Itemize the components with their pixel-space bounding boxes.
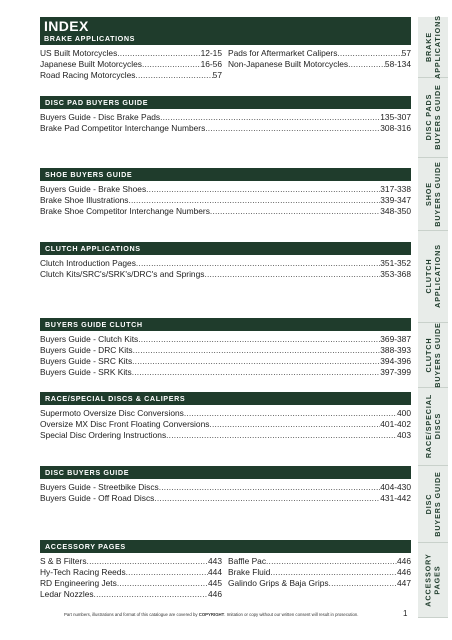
dot-leader — [348, 59, 385, 70]
entry-title: Special Disc Ordering Instructions — [40, 430, 167, 441]
entry-pages: 394-396 — [380, 356, 411, 367]
accessory-section — [40, 540, 411, 600]
entry-pages: 351-352 — [380, 258, 411, 268]
index-block — [40, 17, 411, 81]
section-tab-label — [424, 394, 442, 458]
section-tab-label — [424, 15, 442, 79]
entry-pages: 16-56 — [200, 59, 222, 70]
index-section — [40, 242, 411, 280]
entry-title: Oversize MX Disc Front Floating Conversions — [40, 419, 210, 430]
section-tab[interactable] — [418, 157, 448, 231]
tab-label-line: CLUTCH — [424, 258, 433, 294]
brake-applications-right-column — [228, 48, 411, 81]
entry-pages: 12-15 — [200, 48, 222, 58]
index-entry[interactable] — [40, 419, 411, 430]
entry-title: Buyers Guide - SRK Kits — [40, 367, 132, 378]
entry-title: Baffle Pac — [228, 556, 267, 566]
section-tab[interactable] — [418, 17, 448, 78]
section-entries — [40, 255, 411, 280]
section-heading: BUYERS GUIDE CLUTCH — [40, 318, 411, 331]
dot-leader — [117, 578, 208, 589]
brake-applications-entries — [40, 45, 411, 81]
index-entry[interactable] — [40, 123, 411, 134]
index-header-bar — [40, 17, 411, 45]
dot-leader — [94, 589, 208, 600]
tab-label-line: RACE/SPECIAL — [424, 393, 434, 459]
tab-label-line: BUYERS GUIDE — [433, 84, 443, 150]
entry-pages: 57 — [212, 70, 222, 81]
section-tab[interactable] — [418, 322, 448, 388]
entry-title: Buyers Guide - DRC Kits — [40, 345, 133, 356]
tab-label-line: ACCESSORY — [424, 552, 433, 607]
index-entry[interactable] — [228, 567, 411, 578]
footer-text-before: Part numbers, illustrations and format of this catalogue are covered by — [64, 612, 199, 617]
index-entry[interactable] — [228, 59, 411, 70]
dot-leader — [266, 556, 397, 567]
index-entry[interactable] — [40, 195, 411, 206]
entry-title: Buyers Guide - Clutch Kits — [40, 334, 139, 344]
section-entries — [40, 181, 411, 217]
entry-pages: 397-399 — [380, 367, 411, 378]
entry-title: Buyers Guide - Streetbike Discs — [40, 482, 159, 492]
dot-leader — [204, 269, 380, 280]
entry-title: Galindo Grips & Baja Grips — [228, 578, 329, 589]
section-heading: CLUTCH APPLICATIONS — [40, 242, 411, 255]
entry-title: Ledar Nozzles — [40, 589, 94, 600]
accessory-right-column — [228, 556, 411, 600]
entry-pages: 57 — [401, 48, 411, 58]
entry-title: Buyers Guide - Brake Shoes — [40, 184, 147, 194]
entry-title: S & B Filters — [40, 556, 87, 566]
dot-leader — [132, 356, 380, 367]
dot-leader — [270, 567, 397, 578]
section-entries — [40, 479, 411, 504]
section-tab[interactable] — [418, 77, 448, 158]
dot-leader — [166, 430, 397, 441]
section-tab-label — [424, 322, 442, 388]
index-entry[interactable] — [40, 493, 411, 504]
index-section — [40, 96, 411, 134]
index-entry[interactable] — [228, 556, 411, 567]
entry-title: Buyers Guide - SRC Kits — [40, 356, 133, 367]
entry-title: Japanese Built Motorcycles — [40, 59, 142, 70]
index-entry[interactable] — [40, 430, 411, 441]
tab-label-line: APPLICATIONS — [433, 15, 442, 79]
tab-label-line: BUYERS GUIDE — [433, 160, 443, 227]
entry-pages: 445 — [208, 578, 222, 589]
dot-leader — [210, 206, 380, 217]
tab-label-line: BRAKE — [424, 31, 433, 63]
entry-title: Buyers Guide - Off Road Discs — [40, 493, 155, 504]
accessory-entries — [40, 553, 411, 600]
index-entry[interactable] — [40, 70, 222, 81]
entry-title: Road Racing Motorcycles — [40, 70, 136, 81]
entry-pages: 400 — [397, 408, 411, 418]
section-tab-label — [424, 471, 442, 537]
entry-pages: 353-368 — [380, 269, 411, 280]
entry-pages: 369-387 — [380, 334, 411, 344]
entry-title: Clutch Introduction Pages — [40, 258, 136, 268]
copyright-footer — [64, 612, 410, 617]
dot-leader — [337, 48, 401, 59]
brake-applications-left-column — [40, 48, 222, 81]
entry-pages: 135-307 — [380, 112, 411, 122]
tab-label-line: DISC PADS — [424, 93, 434, 141]
accessory-left-column — [40, 556, 222, 600]
index-subtitle: BRAKE APPLICATIONS — [44, 34, 136, 43]
entry-pages: 388-393 — [380, 345, 411, 356]
index-entry[interactable] — [40, 556, 222, 567]
tab-label-line: PAGES — [433, 564, 442, 595]
dot-leader — [133, 345, 381, 356]
entry-title: Clutch Kits/SRC's/SRK's/DRC's and Springs — [40, 269, 205, 280]
dot-leader — [329, 578, 397, 589]
dot-leader — [135, 70, 212, 81]
section-tab-label — [424, 553, 442, 606]
section-tab-label — [424, 84, 442, 150]
section-tab[interactable] — [418, 542, 448, 618]
section-entries — [40, 109, 411, 134]
entry-pages: 431-442 — [380, 493, 411, 504]
entry-pages: 446 — [208, 589, 222, 600]
section-tabs-sidebar — [418, 17, 448, 617]
index-title: INDEX — [44, 18, 89, 34]
section-heading: RACE/SPECIAL DISCS & CALIPERS — [40, 392, 411, 405]
dot-leader — [160, 112, 380, 123]
section-tab[interactable] — [418, 465, 448, 543]
index-entry[interactable] — [40, 258, 411, 269]
dot-leader — [205, 123, 380, 134]
index-section — [40, 466, 411, 504]
index-entry[interactable] — [40, 269, 411, 280]
section-heading: DISC PAD BUYERS GUIDE — [40, 96, 411, 109]
page-number: 1 — [403, 609, 408, 618]
index-section — [40, 392, 411, 441]
index-entry[interactable] — [40, 578, 222, 589]
section-heading: SHOE BUYERS GUIDE — [40, 168, 411, 181]
index-entry[interactable] — [40, 567, 222, 578]
entry-title: Supermoto Oversize Disc Conversions — [40, 408, 184, 418]
entry-pages: 339-347 — [380, 195, 411, 206]
entry-pages: 403 — [397, 430, 411, 441]
dot-leader — [117, 48, 200, 59]
dot-leader — [154, 493, 380, 504]
dot-leader — [142, 59, 201, 70]
index-entry[interactable] — [228, 48, 411, 59]
index-entry[interactable] — [40, 206, 411, 217]
entry-pages: 446 — [397, 556, 411, 566]
footer-text-after: . Imitation or copy without our written consent will result in prosecution. — [224, 612, 359, 617]
index-entry[interactable] — [40, 345, 411, 356]
entry-title: Brake Shoe Illustrations — [40, 195, 129, 206]
entry-title: Buyers Guide - Disc Brake Pads — [40, 112, 161, 122]
entry-title: RD Engineering Jets — [40, 578, 117, 589]
entry-title: Brake Shoe Competitor Interchange Numbers — [40, 206, 210, 217]
dot-leader — [136, 258, 380, 269]
entry-pages: 401-402 — [380, 419, 411, 430]
index-entry[interactable] — [40, 334, 411, 345]
section-heading: ACCESSORY PAGES — [40, 540, 411, 553]
entry-title: Non-Japanese Built Motorcycles — [228, 59, 349, 70]
entry-pages: 404-430 — [380, 482, 411, 492]
tab-label-line: BUYERS GUIDE — [433, 470, 443, 537]
dot-leader — [146, 184, 380, 195]
entry-pages: 308-316 — [380, 123, 411, 134]
index-entry[interactable] — [40, 59, 222, 70]
entry-title: Pads for Aftermarket Calipers — [228, 48, 338, 58]
entry-pages: 444 — [208, 567, 222, 578]
section-heading: DISC BUYERS GUIDE — [40, 466, 411, 479]
entry-pages: 446 — [397, 567, 411, 578]
index-entry[interactable] — [40, 367, 411, 378]
entry-title: US Built Motorcycles — [40, 48, 118, 58]
dot-leader — [159, 482, 381, 493]
section-tab-label — [424, 161, 442, 227]
section-tab[interactable] — [418, 230, 448, 323]
footer-copyright: COPYRIGHT — [198, 612, 225, 617]
entry-title: Hy-Tech Racing Reeds — [40, 567, 126, 578]
index-entry[interactable] — [40, 112, 411, 123]
index-entry[interactable] — [228, 578, 411, 589]
entry-pages: 317-338 — [380, 184, 411, 194]
index-entry[interactable] — [40, 482, 411, 493]
index-entry[interactable] — [40, 356, 411, 367]
index-entry[interactable] — [40, 589, 222, 600]
dot-leader — [87, 556, 208, 567]
section-tab-label — [424, 244, 442, 308]
dot-leader — [184, 408, 397, 419]
dot-leader — [132, 367, 381, 378]
tab-label-line: DISC — [424, 493, 434, 514]
section-entries — [40, 331, 411, 378]
dot-leader — [128, 195, 380, 206]
index-section — [40, 168, 411, 217]
index-entry[interactable] — [40, 184, 411, 195]
index-entry[interactable] — [40, 48, 222, 59]
entry-title: Brake Pad Competitor Interchange Numbers — [40, 123, 206, 134]
entry-pages: 443 — [208, 556, 222, 566]
tab-label-line: APPLICATIONS — [433, 244, 442, 308]
section-entries — [40, 405, 411, 441]
tab-label-line: BUYERS GUIDE — [433, 321, 443, 388]
tab-label-line: DISCS — [433, 412, 443, 440]
entry-pages: 58-134 — [384, 59, 411, 70]
entry-pages: 447 — [397, 578, 411, 589]
dot-leader — [138, 334, 380, 345]
entry-pages: 348-350 — [380, 206, 411, 217]
dot-leader — [209, 419, 380, 430]
index-entry[interactable] — [40, 408, 411, 419]
dot-leader — [126, 567, 208, 578]
entry-title: Brake Fluid — [228, 567, 271, 578]
section-tab[interactable] — [418, 387, 448, 466]
index-section — [40, 318, 411, 378]
tab-label-line: SHOE — [424, 181, 434, 206]
tab-label-line: CLUTCH — [424, 337, 434, 372]
